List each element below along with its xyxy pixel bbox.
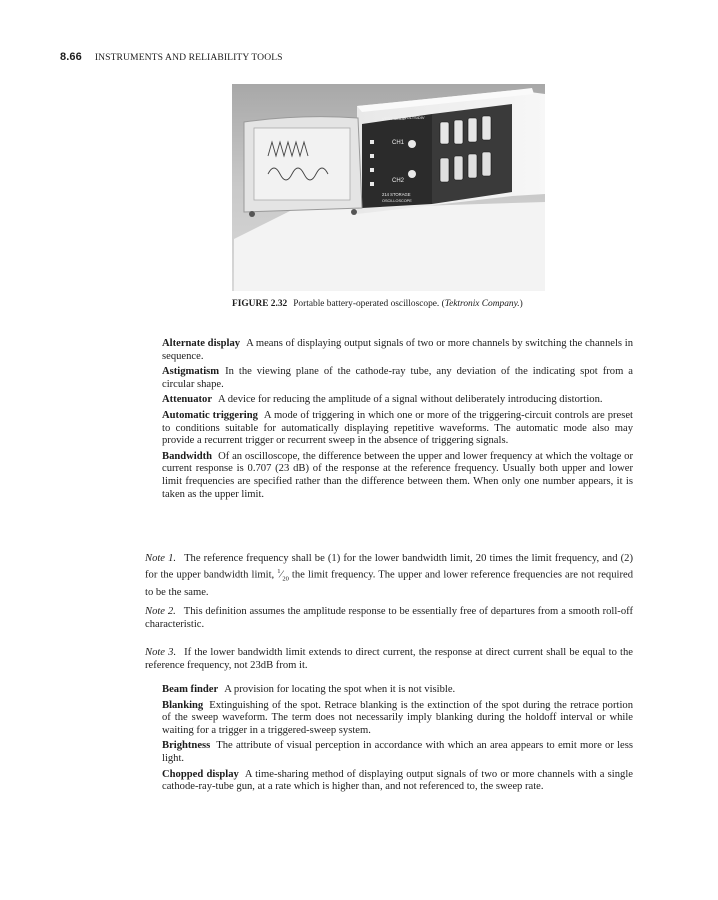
entry-chopped-display	[162, 769, 633, 794]
entry-automatic-triggering	[162, 410, 633, 448]
entry-term: Automatic triggering	[162, 409, 258, 421]
panel-label-model: 214 STORAGE	[382, 192, 411, 197]
figure-caption	[232, 299, 652, 309]
fraction-denominator: 20	[282, 575, 289, 583]
entry-definition: Of an oscilloscope, the difference between the upper and lower frequency at which the voltage or current response is 0.707 (23 dB) of the response at the reference frequency. Usually both upper and lower limit frequencies are specified rather than the difference between them. When only one number appears, it is taken as the upper limit.	[162, 450, 633, 500]
note-3	[145, 646, 633, 673]
entry-definition: A means of displaying output signals of two or more channels by switching the channels in sequence.	[162, 338, 633, 362]
input-connector-2	[408, 140, 416, 148]
entry-blanking	[162, 700, 633, 738]
glossary-entries-2	[162, 684, 633, 797]
entry-definition: A time-sharing method of displaying output signals of two or more channels with a single cathode-ray-tube gun, at a rate which is higher than, and not referenced to, the sweep rate.	[162, 768, 633, 793]
caption-credit: Tektronix Company.	[444, 299, 520, 309]
foot-right	[351, 209, 357, 215]
fraction-numerator: 1	[277, 568, 281, 576]
entry-alternate-display	[162, 338, 633, 363]
entry-brightness	[162, 740, 633, 765]
entry-term: Alternate display	[162, 338, 241, 349]
entry-term: Blanking	[162, 699, 204, 711]
input-connector	[408, 170, 416, 178]
entry-term: Astigmatism	[162, 366, 220, 378]
note-text-after: the limit frequency. The upper and lower reference frequencies are not required to be the same.	[145, 569, 633, 599]
entry-term: Attenuator	[162, 394, 213, 406]
entry-definition: Extinguishing of the spot. Retrace blanking is the extinction of the spot during the retrace portion of the sweep waveform. The term does not necessarily imply blanking during the holdoff interval or while waiting for a trigger in a triggered-sweep system.	[162, 699, 633, 736]
figure-label: FIGURE 2.32	[232, 299, 288, 309]
entry-definition: A mode of triggering in which one or more of the triggering-circuit controls are preset to conditions suitable for automatically displaying repetitive waveforms. The automatic mode also may provide a recurrent trigger or recurrent sweep in the absence of triggering signals.	[162, 409, 633, 447]
panel-label-ch1: CH1	[392, 140, 405, 146]
note-text: This definition assumes the amplitude response to be essentially free of departures from a smooth roll-off characteristic.	[145, 606, 634, 631]
page-number: 8.66	[60, 51, 82, 63]
note-label: Note 3.	[145, 647, 177, 658]
panel-label-vert-mode: VERT MODE	[382, 116, 406, 121]
note-1	[145, 552, 633, 600]
section-title: INSTRUMENTS AND RELIABILITY TOOLS	[94, 52, 283, 63]
note-label: Note 2.	[145, 606, 176, 617]
entry-definition: A provision for locating the spot when it is not visible.	[224, 684, 456, 695]
caption-paren-close: )	[519, 299, 523, 309]
entry-term: Beam finder	[162, 684, 219, 695]
note-text: If the lower bandwidth limit extends to direct current, the response at direct current shall be equal to the reference frequency, not 23dB from it.	[145, 647, 633, 672]
caption-text: Portable battery-operated oscilloscope.	[293, 299, 440, 309]
entry-term: Brightness	[162, 740, 211, 752]
note-2	[145, 605, 633, 632]
running-header	[60, 51, 660, 63]
fraction-slash: ⁄	[280, 569, 283, 581]
panel-label-volts-div: VOLTS/DIV	[404, 115, 425, 120]
note-text: The reference frequency shall be (1) for the lower bandwidth limit, 20 times the limit frequency, and (2) for the upper bandwidth limit,	[145, 553, 633, 581]
entry-attenuator	[162, 394, 633, 407]
oscilloscope-illustration	[232, 84, 545, 291]
entry-beam-finder	[162, 684, 633, 697]
panel-label-ch2: CH2	[392, 178, 405, 184]
crt-screen	[254, 128, 350, 200]
entry-definition: In the viewing plane of the cathode-ray tube, any deviation of the indicating spot from a circular shape.	[162, 366, 633, 390]
foot-left	[249, 211, 255, 217]
entry-definition: The attribute of visual perception in accordance with which an area appears to emit more or less light.	[162, 740, 633, 764]
note-label: Note 1.	[145, 553, 177, 564]
caption-paren-open: (	[441, 299, 445, 309]
entry-term: Bandwidth	[162, 450, 213, 462]
entry-definition: A device for reducing the amplitude of a signal without deliberately introducing distortion.	[218, 394, 603, 406]
entry-term: Chopped display	[162, 768, 239, 780]
glossary-entries-1	[162, 338, 633, 504]
entry-bandwidth	[162, 451, 633, 501]
panel-label-model-sub: OSCILLOSCOPE	[382, 199, 412, 203]
figure-photo	[232, 84, 545, 291]
entry-astigmatism	[162, 366, 633, 391]
